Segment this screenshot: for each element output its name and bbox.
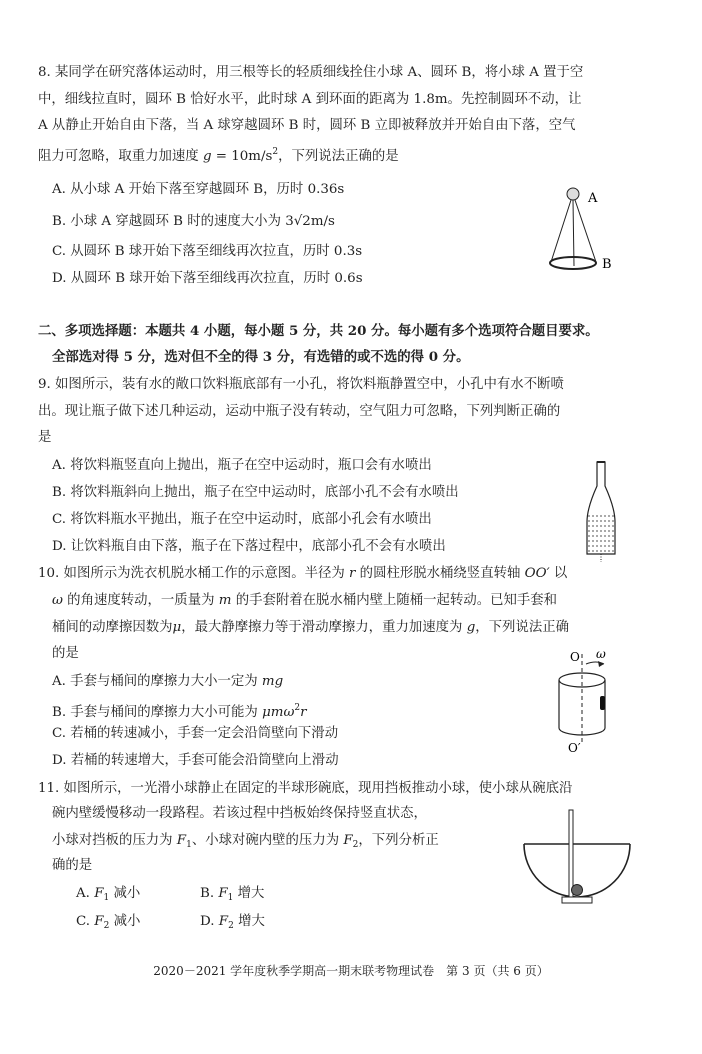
- q10-option-b-r: r: [300, 705, 307, 720]
- q10-option-b-text: B. 手套与桶间的摩擦力大小可能为: [52, 705, 263, 720]
- q8-line4-text: 阻力可忽略，取重力加速度: [38, 149, 203, 164]
- q10-stem-line-1: [38, 565, 567, 583]
- q9-stem-line-1: 9. 如图所示，装有水的敞口饮料瓶底部有一小孔，将饮料瓶静置空中，小孔中有水不断喷: [38, 377, 564, 392]
- q11-option-a: [76, 885, 140, 907]
- q11-option-c-f: F: [94, 914, 104, 929]
- q10-option-b-exponent: 2: [294, 703, 301, 713]
- section2-header-line-2: 全部选对得 5 分，选对但不全的得 3 分，有选错的或不选的得 0 分。: [52, 349, 470, 365]
- q11-option-b-text: 增大: [233, 886, 265, 901]
- q11-stem-line-1: 11. 如图所示，一光滑小球静止在固定的半球形碗底，现用挡板推动小球，使小球从碗底沿: [38, 781, 573, 796]
- q10-m-symbol: m: [218, 593, 232, 608]
- q11-option-c-text: 减小: [109, 914, 141, 929]
- bowl-stand: [562, 897, 592, 903]
- q9-option-a: A. 将饮料瓶竖直向上抛出，瓶子在空中运动时，瓶口会有水喷出: [52, 458, 432, 473]
- q11-l3-text: 小球对挡板的压力为: [52, 833, 177, 848]
- q8-g-symbol: g: [202, 149, 212, 164]
- section2-header-line-1: 二、多项选择题：本题共 4 小题，每小题 5 分，共 20 分。每小题有多个选项符合题目要求。: [38, 323, 599, 339]
- q8-stem-line-1: 8. 某同学在研究落体运动时，用三根等长的轻质细线拴住小球 A、圆环 B，将小球 A 置于空: [38, 65, 584, 80]
- q10-option-c: C. 若桶的转速减小，手套一定会沿筒壁向下滑动: [52, 726, 339, 741]
- q11-f2-subscript: 2: [352, 840, 359, 850]
- q11-option-d-text: 增大: [233, 914, 265, 929]
- q8-line4-tail: ，下列说法正确的是: [278, 149, 399, 164]
- q10-option-b-expr: μmω: [262, 705, 295, 720]
- q10-option-d: D. 若桶的转速增大，手套可能会沿筒壁向上滑动: [52, 753, 339, 768]
- q8-g-exponent: 2: [272, 147, 279, 157]
- q10-l2-text: 的角速度转动，一质量为: [62, 593, 219, 608]
- label-omega: ω: [596, 647, 606, 661]
- q11-option-a-sub: 1: [103, 893, 110, 903]
- q11-option-c: [76, 913, 140, 935]
- q11-option-a-label: A.: [76, 886, 95, 901]
- q11-stem-line-4: 确的是: [52, 858, 93, 873]
- q11-f1-subscript: 1: [186, 840, 192, 850]
- q11-option-d-sub: 2: [228, 921, 234, 931]
- q8-option-b-radical: √2: [293, 214, 311, 229]
- q10-l3-text: 桶间的动摩擦因数为: [52, 620, 173, 635]
- q10-l2-tail: 的手套附着在脱水桶内壁上随桶一起转动。已知手套和: [231, 593, 558, 608]
- q8-option-b: [52, 213, 335, 231]
- q10-l1-text: 10. 如图所示为洗衣机脱水桶工作的示意图。半径为: [38, 566, 350, 581]
- page-footer: 2020－2021 学年度秋季学期高一期末联考物理试卷 第 3 页（共 6 页）: [153, 964, 549, 978]
- label-a: A: [588, 191, 598, 206]
- string-left: [551, 200, 571, 262]
- q10-omega-symbol: ω: [52, 593, 63, 608]
- q8-stem-line-4: [38, 143, 399, 166]
- q11-option-b-label: B.: [200, 886, 219, 901]
- q11-option-c-label: C.: [76, 914, 95, 929]
- q8-stem-line-2: 中，细线拉直时，圆环 B 恰好水平，此时球 A 到环面的距离为 1.8m。先控制圆环不动，让: [38, 92, 582, 107]
- q11-bowl-figure: [518, 806, 636, 914]
- q8-option-c: C. 从圆环 B 球开始下落至细线再次拉直，历时 0.3s: [52, 244, 363, 259]
- q8-g-value: = 10m/s: [211, 149, 273, 164]
- label-o: O: [570, 650, 580, 664]
- q9-option-b: B. 将饮料瓶斜向上抛出，瓶子在空中运动时，底部小孔不会有水喷出: [52, 485, 459, 500]
- q10-l1-tail: 以: [549, 566, 568, 581]
- q8-stem-line-3: A 从静止开始自由下落，当 A 球穿越圆环 B 时，圆环 B 立即被释放并开始自由下落，空气: [38, 118, 576, 133]
- q8-option-b-text: B. 小球 A 穿越圆环 B 时的速度大小为 3: [52, 214, 294, 229]
- ball-shape: [572, 885, 583, 896]
- q11-option-d: [200, 913, 265, 935]
- q8-option-d: D. 从圆环 B 球开始下落至细线再次拉直，历时 0.6s: [52, 271, 363, 286]
- rotation-arrowhead: [598, 661, 604, 667]
- q11-option-b: [200, 885, 264, 907]
- q11-stem-line-3: [52, 832, 439, 854]
- q10-l1-mid: 的圆柱形脱水桶绕竖直转轴: [355, 566, 525, 581]
- q10-option-a-expr: mg: [261, 674, 284, 689]
- glove-shape: [600, 696, 605, 710]
- q10-r-symbol: r: [349, 566, 356, 581]
- q9-stem-line-2: 出。现让瓶子做下述几种运动，运动中瓶子没有转动，空气阻力可忽略，下列判断正确的: [38, 404, 561, 419]
- q11-option-c-sub: 2: [103, 921, 110, 931]
- q8-option-b-unit: m/s: [310, 214, 335, 229]
- ring-b-shape: [550, 257, 596, 269]
- q10-stem-line-2: [52, 592, 557, 610]
- q9-option-c: C. 将饮料瓶水平抛出，瓶子在空中运动时，底部小孔会有水喷出: [52, 512, 432, 527]
- q10-axis-symbol: OO′: [524, 566, 550, 581]
- q11-option-d-label: D.: [200, 914, 219, 929]
- label-o-prime: O′: [568, 741, 581, 755]
- q11-option-a-f: F: [94, 886, 104, 901]
- baffle-plate: [569, 810, 573, 898]
- q9-bottle-figure: [578, 458, 628, 564]
- q10-stem-line-3: [52, 619, 569, 637]
- q11-option-d-f: F: [218, 914, 229, 929]
- ball-a-shape: [567, 188, 579, 200]
- q9-stem-line-3: 是: [38, 430, 52, 445]
- q11-l3-mid: 、小球对碗内壁的压力为: [191, 833, 344, 848]
- q10-option-a: [52, 673, 283, 691]
- q10-l3-tail: ，下列说法正确: [475, 620, 569, 635]
- q10-option-a-text: A. 手套与桶间的摩擦力大小一定为: [52, 674, 262, 689]
- label-b: B: [602, 257, 612, 272]
- q11-f1-symbol: F: [176, 833, 187, 848]
- q11-l3-tail: ，下列分析正: [358, 833, 439, 848]
- string-right: [575, 200, 596, 262]
- q11-option-b-f: F: [218, 886, 228, 901]
- q11-option-a-text: 减小: [109, 886, 141, 901]
- q10-l3-mid: ，最大静摩擦力等于滑动摩擦力，重力加速度为: [181, 620, 467, 635]
- q10-drum-figure: [552, 644, 642, 756]
- bottle-outline: [587, 462, 615, 554]
- q11-f2-symbol: F: [343, 833, 353, 848]
- q10-option-b: [52, 699, 307, 722]
- q9-option-d: D. 让饮料瓶自由下落，瓶子在下落过程中，底部小孔不会有水喷出: [52, 539, 446, 554]
- q8-option-a: A. 从小球 A 开始下落至穿越圆环 B，历时 0.36s: [52, 182, 345, 197]
- q10-stem-line-4: 的是: [52, 646, 79, 661]
- q8-ball-ring-figure: [540, 180, 630, 290]
- q10-mu-symbol: μ: [172, 620, 182, 635]
- q11-option-b-sub: 1: [227, 893, 234, 903]
- q11-stem-line-2: 碗内壁缓慢移动一段路程。若该过程中挡板始终保持竖直状态，: [52, 806, 427, 821]
- q10-g-symbol: g: [466, 620, 476, 635]
